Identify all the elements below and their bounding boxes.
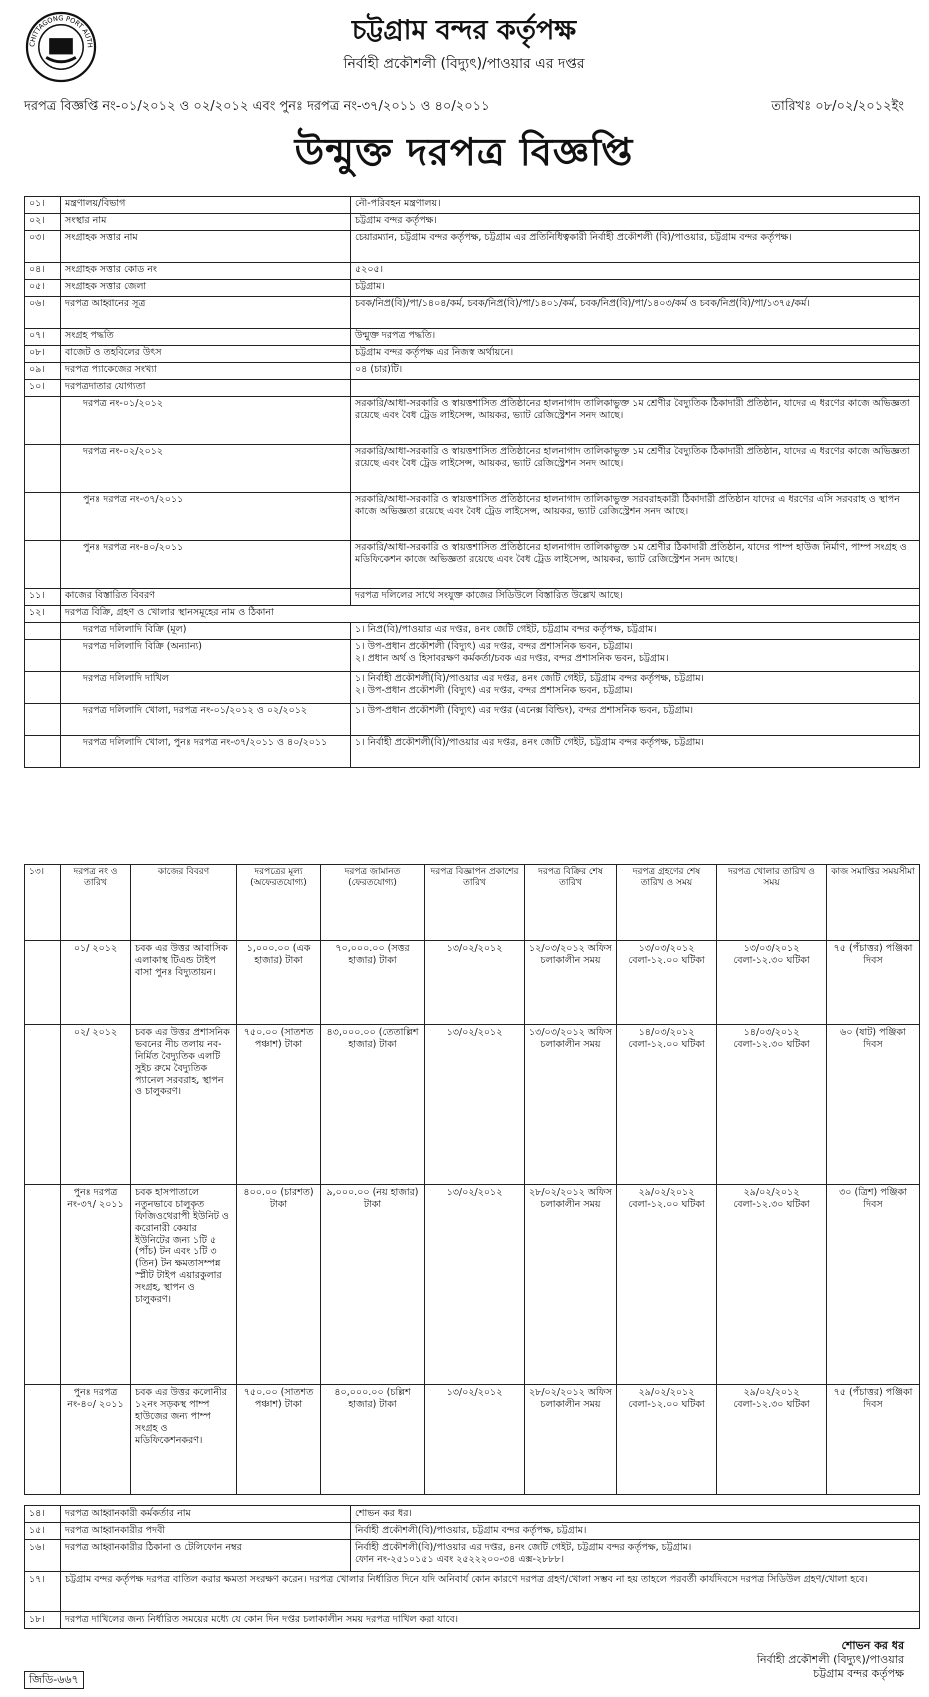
cell-recv: ২৯/০২/২০১২ বেলা-১২.০০ ঘটিকা [617,1185,717,1385]
info-table [24,196,920,768]
cell-sale: ১৩/০৩/২০১২ অফিস চলাকালীন সময় [525,1025,617,1185]
cell-open: ১৩/০৩/২০১২ বেলা-১২.৩০ ঘটিকা [717,941,827,1025]
page-title: উন্মুক্ত দরপত্র বিজ্ঞপ্তি [294,129,634,174]
tender-notice [4,4,924,1692]
cell-price: ১,০০০.০০ (এক হাজার) টাকা [237,941,321,1025]
cell-security: ৭০,০০০.০০ (সত্তর হাজার) টাকা [321,941,425,1025]
office-name: নির্বাহী প্রকৌশলী (বিদ্যুৎ)/পাওয়ার এর দপ্তর [343,56,585,72]
table-row: দরপত্র দলিলাদি বিক্রি (অন্যান্য) ১। উপ-প্রধান প্রকৌশলী (বিদ্যুৎ) এর দপ্তর, বন্দর প্রশাসনিক ভবন, চট্টগ্রাম। ২। প্রধান অর্থ ও হিসাবরক্ষণ কর্মকর্তা/চবক এর দপ্তর, বন্দর প্রশাসনিক ভবন, চট্টগ্রাম। [25,640,920,672]
table-row: দরপত্র দলিলাদি দাখিল ১। নির্বাহী প্রকৌশলী(বি)/পাওয়ার এর দপ্তর, ৪নং জেটি গেইট, চট্টগ্রাম বন্দর কর্তৃপক্ষ, চট্টগ্রাম। ২। উপ-প্রধান প্রকৌশলী (বিদ্যুৎ) এর দপ্তর, বন্দর প্রশাসনিক ভবন, চট্টগ্রাম। [25,672,920,704]
cell-price: ৪০০.০০ (চারশত) টাকা [237,1185,321,1385]
table-row: ০৭। সংগ্রহ পদ্ধতি উন্মুক্ত দরপত্র পদ্ধতি। [25,329,920,346]
cell-recv: ১৩/০৩/২০১২ বেলা-১২.০০ ঘটিকা [617,941,717,1025]
table-row: ০২। সংস্থার নাম চট্টগ্রাম বন্দর কর্তৃপক্ষ। [25,214,920,231]
cell-sale: ২৮/০২/২০১২ অফিস চলাকালীন সময় [525,1185,617,1385]
logo-text: CHITTAGONG PORT AUTH [28,14,94,49]
cell-price: ৭৫০.০০ (সাতশত পঞ্চাশ) টাকা [237,1385,321,1495]
table-row: পুনঃ দরপত্র নং-৩৭/২০১১ সরকারি/আধা-সরকারি ও স্বায়ত্তশাসিত প্রতিষ্ঠানের হালনাগাদ তালিকাভুক্ত সরবরাহকারী ঠিকাদারী প্রতিষ্ঠান যাদের এ ধরণের এসি সরবরাহ ও স্থাপন কাজে অভিজ্ঞতা রয়েছে এবং বৈধ ট্রেড লাইসেন্স, আয়কর, ভ্যাট রেজিস্ট্রেশন সনদ আছে। [25,493,920,541]
signature-block [757,1639,904,1680]
cell-recv: ১৪/০৩/২০১২ বেলা-১২.০০ ঘটিকা [617,1025,717,1185]
cell-ad: ১৩/০২/২০১২ [425,941,525,1025]
gd-code: জিডি-৬৬৭ [24,1671,84,1689]
column-header: দরপত্রের মূল্য (অফেরতযোগ্য) [237,865,321,941]
cell-price: ৭৫০.০০ (সাতশত পঞ্চাশ) টাকা [237,1025,321,1185]
footer-table [24,1505,920,1629]
cell-open: ২৯/০২/২০১২ বেলা-১২.৩০ ঘটিকা [717,1185,827,1385]
cell-desc: চবক এর উত্তর কলোনীর ১২নং সড়কস্থ পাম্প হাউজের জন্য পাম্প সংগ্রহ ও মডিফিকেশনকরণ। [131,1385,237,1495]
cell-ad: ১৩/০২/২০১২ [425,1385,525,1495]
table-row [25,1385,920,1495]
column-header: দরপত্র বিজ্ঞাপন প্রকাশের তারিখ [425,865,525,941]
table-row: দরপত্র দলিলাদি বিক্রি (মূল) ১। নিপ্র(বি)/পাওয়ার এর দপ্তর, ৪নং জেটি গেইট, চট্টগ্রাম বন্দর কর্তৃপক্ষ, চট্টগ্রাম। [25,623,920,640]
cell-security: ৯,০০০.০০ (নয় হাজার) টাকা [321,1185,425,1385]
tender-schedule-table [24,864,920,1495]
table-row: দরপত্র নং-০২/২০১২ সরকারি/আধা-সরকারি ও স্বায়ত্তশাসিত প্রতিষ্ঠানের হালনাগাদ তালিকাভুক্ত ১ম শ্রেণীর বৈদ্যুতিক ঠিকাদারী প্রতিষ্ঠান, যাদের এ ধরণের কাজে অভিজ্ঞতা রয়েছে এবং বৈধ ট্রেড লাইসেন্স, আয়কর, ভ্যাট রেজিস্ট্রেশন সনদ আছে। [25,445,920,493]
cell-ad: ১৩/০২/২০১২ [425,1185,525,1385]
table-row [25,1185,920,1385]
cell-no: পুনঃ দরপত্র নং-৩৭/ ২০১১ [61,1185,131,1385]
table-row: ১৮। দরপত্র দাখিলের জন্য নির্ধারিত সময়ের মধ্যে যে কোন দিন দপ্তর চলাকালীন সময় দরপত্র দাখিল করা যাবে। [25,1612,920,1629]
table-row: ০৮। বাজেট ও তহবিলের উৎস চট্টগ্রাম বন্দর কর্তৃপক্ষ এর নিজস্ব অর্থায়নে। [25,346,920,363]
cell-recv: ২৯/০২/২০১২ বেলা-১২.০০ ঘটিকা [617,1385,717,1495]
table-row: দরপত্র দলিলাদি খোলা, দরপত্র নং-০১/২০১২ ও ০২/২০১২ ১। উপ-প্রধান প্রকৌশলী (বিদ্যুৎ) এর দপ্তর (এনেক্স বিল্ডিং), বন্দর প্রশাসনিক ভবন, চট্টগ্রাম। [25,704,920,736]
org-name: চট্টগ্রাম বন্দর কর্তৃপক্ষ [351,15,577,46]
table-row: পুনঃ দরপত্র নং-৪০/২০১১ সরকারি/আধা-সরকারি ও স্বায়ত্তশাসিত প্রতিষ্ঠানের হালনাগাদ তালিকাভুক্ত ১ম শ্রেণীর ঠিকাদারী প্রতিষ্ঠান, যাদের পাম্প হাউজ নির্মাণ, পাম্প সংগ্রহ ও মডিফিকেশন কাজে অভিজ্ঞতা রয়েছে এবং বৈধ ট্রেড লাইসেন্স, আয়কর, ভ্যাট রেজিস্ট্রেশন সনদ আছে। [25,541,920,589]
cell-time: ৩০ (ত্রিশ) পঞ্জিকা দিবস [827,1185,920,1385]
table-row: ০৬। দরপত্র আহ্বানের সূত্র চবক/নিপ্র(বি)/পা/১৪০৪/কর্ম, চবক/নিপ্র(বি)/পা/১৪০১/কর্ম, চবক/নিপ্র(বি)/পা/১৪০৩/কর্ম ও চবক/নিপ্র(বি)/পা/১৩৭৫/কর্ম। [25,297,920,329]
column-header: দরপত্র বিক্রির শেষ তারিখ [525,865,617,941]
table-row: ১০। দরপত্রদাতার যোগ্যতা [25,380,920,397]
cell-desc: চবক হাসপাতালে নতুনভাবে চালুকৃত ফিজিওথেরাপী ইউনিট ও করোনারী কেয়ার ইউনিটের জন্য ১টি ৫ (পাঁচ) টন এবং ১টি ৩ (তিন) টন ক্ষমতাসম্পন্ন স্প্লীট টাইপ এয়ারকুলার সংগ্রহ, স্থাপন ও চালুকরণ। [131,1185,237,1385]
signatory-org: চট্টগ্রাম বন্দর কর্তৃপক্ষ [813,1666,904,1680]
cell-ad: ১৩/০২/২০১২ [425,1025,525,1185]
column-header: কাজের বিবরণ [131,865,237,941]
table-row: দরপত্র দলিলাদি খোলা, পুনঃ দরপত্র নং-৩৭/২০১১ ও ৪০/২০১১ ১। নির্বাহী প্রকৌশলী(বি)/পাওয়ার এর দপ্তর, ৪নং জেটি গেইট, চট্টগ্রাম বন্দর কর্তৃপক্ষ, চট্টগ্রাম। [25,736,920,768]
cell-no: ০১/ ২০১২ [61,941,131,1025]
table-row: ১৫। দরপত্র আহ্বানকারীর পদবী নির্বাহী প্রকৌশলী(বি)/পাওয়ার, চট্টগ্রাম বন্দর কর্তৃপক্ষ, চট্টগ্রাম। [25,1523,920,1540]
cell-desc: চবক এর উত্তর প্রশাসনিক ভবনের নীচ তলায় নব-নির্মিত বৈদ্যুতিক এলটি সুইচ রুমে বৈদ্যুতিক প্যানেল সরবরাহ, স্থাপন ও চালুকরণ। [131,1025,237,1185]
cell-sale: ১২/০৩/২০১২ অফিস চলাকালীন সময় [525,941,617,1025]
column-header: দরপত্র খোলার তারিখ ও সময় [717,865,827,941]
table-row: ১৭। চট্টগ্রাম বন্দর কর্তৃপক্ষ দরপত্র বাতিল করার ক্ষমতা সংরক্ষণ করেন। দরপত্র খোলার নির্ধারিত দিনে যদি অনিবার্য কোন কারণে দরপত্র গ্রহণ/খোলা সম্ভব না হয় তাহলে পরবর্তী কার্যদিবসে দরপত্র সিডিউল গ্রহণ/খোলা হবে। [25,1572,920,1612]
cell-time: ৭৫ (পঁচাত্তর) পঞ্জিকা দিবস [827,1385,920,1495]
column-header: দরপত্র নং ও তারিখ [61,865,131,941]
table-row: ০১। মন্ত্রণালয়/বিভাগ নৌ-পরিবহন মন্ত্রণালয়। [25,197,920,214]
signatory-name: শোভন কর ধর [841,1639,904,1652]
table-row: ০৫। সংগ্রাহক সত্তার জেলা চট্টগ্রাম। [25,280,920,297]
table-header-row: ১৩। দরপত্র নং ও তারিখ কাজের বিবরণ দরপত্রের মূল্য (অফেরতযোগ্য) দরপত্র জামানত (ফেরতযোগ্য) দরপত্র বিজ্ঞাপন প্রকাশের তারিখ দরপত্র বিক্রির শেষ তারিখ দরপত্র গ্রহণের শেষ তারিখ ও সময় দরপত্র খোলার তারিখ ও সময় কাজ সমাপ্তির সময়সীমা [25,865,920,941]
table-row: ০৪। সংগ্রাহক সত্তার কোড নং ৫২০৫। [25,263,920,280]
table-row: ১১। কাজের বিস্তারিত বিবরণ দরপত্র দলিলের সাথে সংযুক্ত কাজের সিডিউলে বিস্তারিত উল্লেখ আছে। [25,589,920,606]
column-header: কাজ সমাপ্তির সময়সীমা [827,865,920,941]
cell-open: ২৯/০২/২০১২ বেলা-১২.৩০ ঘটিকা [717,1385,827,1495]
table-row: দরপত্র নং-০১/২০১২ সরকারি/আধা-সরকারি ও স্বায়ত্তশাসিত প্রতিষ্ঠানের হালনাগাদ তালিকাভুক্ত ১ম শ্রেণীর বৈদ্যুতিক ঠিকাদারী প্রতিষ্ঠান, যাদের এ ধরণের কাজে অভিজ্ঞতা রয়েছে এবং বৈধ ট্রেড লাইসেন্স, আয়কর, ভ্যাট রেজিস্ট্রেশন সনদ আছে। [25,397,920,445]
cell-time: ৭৫ (পঁচাত্তর) পঞ্জিকা দিবস [827,941,920,1025]
table-row: ১২। দরপত্র বিক্রি, গ্রহণ ও খোলার স্থানসমূহের নাম ও ঠিকানা [25,606,920,623]
cell-no: ০২/ ২০১২ [61,1025,131,1185]
table-row: ১৬। দরপত্র আহ্বানকারীর ঠিকানা ও টেলিফোন নম্বর নির্বাহী প্রকৌশলী(বি)/পাওয়ার এর দপ্তর, ৪নং জেটি গেইট, চট্টগ্রাম বন্দর কর্তৃপক্ষ, চট্টগ্রাম। ফোন নং-২৫১০১৫১ এবং ২৫২২২০০-৩৪ এক্স-২৮৮৮। [25,1540,920,1572]
table-row: ০৯। দরপত্র প্যাকেজের সংখ্যা ০৪ (চার)টি। [25,363,920,380]
table-row [25,1025,920,1185]
cell-security: ৪৩,০০০.০০ (তেতাল্লিশ হাজার) টাকা [321,1025,425,1185]
table-row: ১৪। দরপত্র আহ্বানকারী কর্মকর্তার নাম শোভন কর ধর। [25,1506,920,1523]
cell-open: ১৪/০৩/২০১২ বেলা-১২.৩০ ঘটিকা [717,1025,827,1185]
table-row: ০৩। সংগ্রাহক সত্তার নাম চেয়ারম্যান, চট্টগ্রাম বন্দর কর্তৃপক্ষ, চট্টগ্রাম এর প্রতিনিধিত্বকারী নির্বাহী প্রকৌশলী (বি)/পাওয়ার, চট্টগ্রাম বন্দর কর্তৃপক্ষ। [25,231,920,263]
cell-sale: ২৮/০২/২০১২ অফিস চলাকালীন সময় [525,1385,617,1495]
cell-security: ৪০,০০০.০০ (চল্লিশ হাজার) টাকা [321,1385,425,1495]
signatory-title: নির্বাহী প্রকৌশলী (বিদ্যুৎ)/পাওয়ার [756,1652,904,1666]
cell-time: ৬০ (ষাট) পঞ্জিকা দিবস [827,1025,920,1185]
cell-desc: চবক এর উত্তর আবাসিক এলাকাস্থ টিএন্ড টাইপ বাসা পুনঃ বিদ্যুতায়ন। [131,941,237,1025]
tender-reference: দরপত্র বিজ্ঞপ্তি নং-০১/২০১২ ও ০২/২০১২ এবং পুনঃ দরপত্র নং-৩৭/২০১১ ও ৪০/২০১১ [24,99,490,114]
notice-date: তারিখঃ ০৮/০২/২০১২ইং [771,99,904,114]
column-header: দরপত্র জামানত (ফেরতযোগ্য) [321,865,425,941]
cell-no: পুনঃ দরপত্র নং-৪০/ ২০১১ [61,1385,131,1495]
column-header: দরপত্র গ্রহণের শেষ তারিখ ও সময় [617,865,717,941]
table-row [25,941,920,1025]
